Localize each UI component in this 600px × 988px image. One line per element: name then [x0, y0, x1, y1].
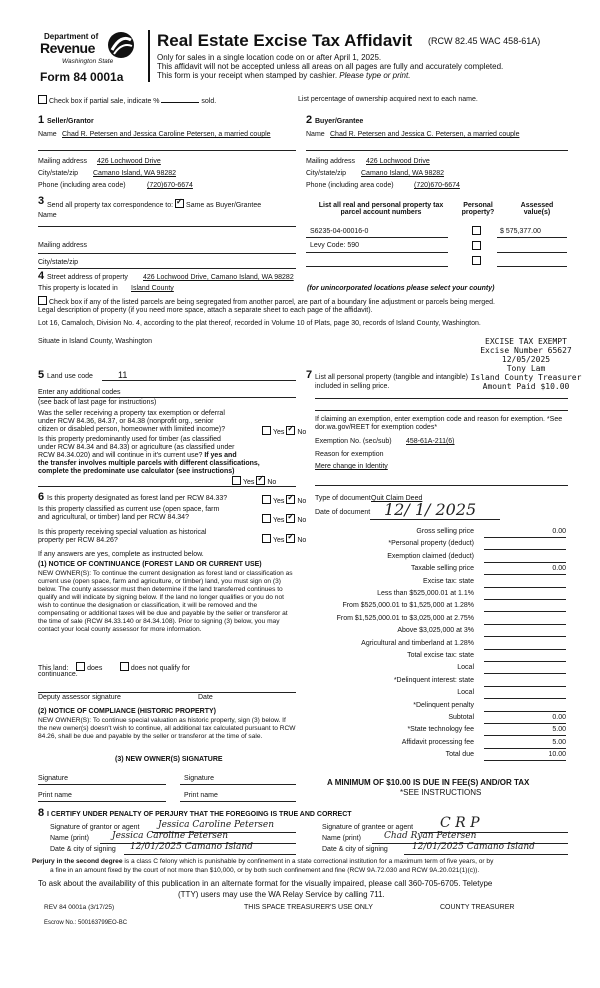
section-4-number: 4 — [38, 270, 45, 282]
corr-city-label: City/state/zip — [38, 259, 79, 266]
seller-mail-label: Mailing address — [38, 158, 88, 165]
tax-row-value[interactable]: 0.00 — [484, 528, 566, 538]
continuance-title: (1) NOTICE OF CONTINUANCE (FOREST LAND OR CURRENT USE) — [38, 561, 262, 568]
grantor-signature[interactable]: Jessica Caroline Petersen — [158, 820, 274, 830]
partial-sale-row: Check box if partial sale, indicate % sold. — [38, 95, 216, 105]
section-7-number: 7 — [306, 369, 313, 381]
exemption-no-label: Exemption No. (sec/sub) — [315, 438, 392, 445]
tax-row-value[interactable]: 0.00 — [484, 565, 566, 575]
rev-number: REV 84 0001a (3/17/25) — [44, 904, 115, 911]
seller-name-label: Name — [38, 131, 57, 138]
forest-yes-checkbox[interactable] — [262, 495, 271, 504]
correspondence-row: Send all property tax correspondence to: ✓ Same as Buyer/Grantee — [47, 199, 261, 209]
grantor-name-label: Name (print) — [50, 835, 89, 842]
additional-codes-label: Enter any additional codes — [38, 389, 121, 396]
grantee-signature-label: Signature of grantee or agent — [322, 824, 414, 831]
tax-row-value[interactable] — [484, 553, 566, 563]
same-as-buyer-checkbox[interactable] — [175, 199, 184, 208]
tax-row-label: Above $3,025,000 at 3% — [397, 627, 474, 634]
tax-row-label: Total due — [445, 751, 474, 758]
new-owner-print-label-1: Print name — [38, 792, 72, 799]
tax-row-label: Exemption claimed (deduct) — [387, 553, 474, 560]
county-treasurer-label: COUNTY TREASURER — [440, 904, 515, 911]
section-1-number: 1 — [38, 114, 45, 126]
see-instructions-note: *SEE INSTRUCTIONS — [400, 788, 482, 797]
tax-row-value[interactable]: 5.00 — [484, 726, 566, 736]
tax-row-label: Local — [457, 689, 474, 696]
tax-row-label: Excise tax: state — [423, 578, 474, 585]
tax-row-value[interactable] — [484, 602, 566, 612]
land-use-code[interactable]: 11 — [118, 370, 128, 380]
buyer-phone-field[interactable]: (720)670-6674 — [414, 182, 460, 189]
legal-desc-label: Legal description of property (if you need more space, attach a separate sheet to each page of the affidavit). — [38, 307, 373, 314]
tax-row-value[interactable] — [484, 677, 566, 687]
forest-no-checkbox[interactable] — [286, 495, 295, 504]
grantor-name[interactable]: Jessica Caroline Petersen — [112, 831, 228, 841]
revenue-logo-text: Revenue — [40, 40, 95, 56]
seller-phone-label: Phone (including area code) — [38, 182, 126, 189]
tax-row-value[interactable] — [484, 590, 566, 600]
header-sub3: This form is your receipt when stamped by cashier. Please type or print. — [157, 71, 411, 80]
tax-row-label: *Personal property (deduct) — [388, 540, 474, 547]
exemption-yes-checkbox[interactable] — [262, 426, 271, 435]
buyer-city-field[interactable]: Camano Island, WA 98282 — [361, 170, 445, 177]
header-sub2: This affidavit will not be accepted unless all areas on all pages are fully and accurately completed. — [157, 62, 504, 71]
tax-row-value[interactable] — [484, 615, 566, 625]
tax-row-label: From $1,525,000.01 to $3,025,000 at 2.75% — [336, 615, 474, 622]
historic-question: Is this property receiving special valuation as historical property per RCW 84.26? — [38, 529, 207, 544]
escrow-number: Escrow No.: 500163799EO-BC — [44, 920, 128, 926]
tax-row-value[interactable] — [484, 627, 566, 637]
new-owner-sig-label-2: Signature — [184, 775, 214, 782]
compliance-text: NEW OWNER(S): To continue special valuation as historic property, sign (3) below. If the new owner(s) doesn't wish to continue, all additional tax calculated pursuant to RCW 84.26, shall be due and payable by the seller or transferor at the time of sale. — [38, 717, 296, 740]
ownership-note: List percentage of ownership acquired next to each name. — [298, 96, 478, 103]
personal-property-checkbox-1[interactable] — [472, 226, 481, 235]
deputy-signature-label: Deputy assessor signature — [38, 694, 121, 701]
does-not-qualify-checkbox[interactable] — [120, 662, 129, 671]
seller-phone-field[interactable]: (720)670-6674 — [147, 182, 193, 189]
exemption-no-checkbox[interactable] — [286, 426, 295, 435]
tax-row-label: *Delinquent penalty — [413, 702, 474, 709]
tax-row-label: *State technology fee — [407, 726, 474, 733]
tax-row-value[interactable] — [484, 652, 566, 662]
seller-city-field[interactable]: Camano Island, WA 98282 — [93, 170, 177, 177]
timber-yes-no: Yes ✓ No — [232, 476, 276, 486]
tax-row-label: Local — [457, 664, 474, 671]
new-owner-print-label-2: Print name — [184, 792, 218, 799]
seller-city-label: City/state/zip — [38, 170, 79, 177]
doc-date-field[interactable]: 12/ 1/ 2025 — [384, 500, 477, 519]
header-divider — [148, 30, 150, 82]
grantee-name[interactable]: Chad Ryan Petersen — [384, 831, 477, 841]
tax-row-value[interactable] — [484, 664, 566, 674]
historic-yes-checkbox[interactable] — [262, 534, 271, 543]
see-last-page: (see back of last page for instructions) — [38, 399, 157, 406]
street-address-field[interactable]: 426 Lochwood Drive, Camano Island, WA 98282 — [143, 274, 294, 281]
doc-type-label: Type of document — [315, 495, 371, 502]
buyer-mail-label: Mailing address — [306, 158, 356, 165]
tax-row-label: Total excise tax: state — [407, 652, 474, 659]
tax-row-label: From $525,000.01 to $1,525,000 at 1.28% — [342, 602, 474, 609]
personal-property-checkbox-3[interactable] — [472, 256, 481, 265]
corr-mail-label: Mailing address — [38, 242, 88, 249]
section-8-number: 8 — [38, 807, 45, 819]
timber-question: Is this property predominantly used for timber (as classified under RCW 84.34 and 84.33) or agriculture (as classified under RCW 84.34.020) and will continue in it's current use? If yes and the transfer involves multiple parcels with different classifications, complete the predominate use calculator (see instructions) — [38, 436, 260, 475]
current-use-question: Is this property classified as current use (open space, farm and agricultural, or timber) land per RCW 84.34? — [38, 506, 220, 521]
current-use-no-checkbox[interactable] — [286, 514, 295, 523]
land-use-label: Land use code — [47, 373, 93, 380]
seller-heading: Seller/Grantor — [47, 118, 94, 125]
dept-label: Department of — [44, 32, 99, 41]
assessed-col-header: Assessed value(s) — [520, 202, 554, 216]
grantor-date-city[interactable]: 12/01/2025 Camano Island — [130, 842, 253, 852]
tax-row-label: Taxable selling price — [410, 565, 474, 572]
tax-row-label: Gross selling price — [416, 528, 474, 535]
personal-property-checkbox-2[interactable] — [472, 241, 481, 250]
perjury-line-2: a fine in an amount fixed by the court of not more than $10,000, or by both such confinement and fine (RCW 9A.72.030 and RCW 9A.20.021(1)(c)). — [50, 867, 480, 874]
seller-name-field[interactable]: Chad R. Petersen and Jessica Caroline Petersen, a married couple — [62, 131, 271, 138]
tax-row-value[interactable]: 5.00 — [484, 739, 566, 749]
dor-logo-icon — [104, 30, 138, 60]
buyer-mail-field[interactable]: 426 Lochwood Drive — [366, 158, 430, 165]
parcel-number[interactable]: S6235-04-00016-0 — [310, 228, 369, 235]
legal-description[interactable]: Lot 16, Camaloch, Division No. 4, according to the plat thereof, recorded in Volume 10 of Plats, page 30, records of Island County, Washington. — [38, 320, 481, 327]
seller-mail-field[interactable]: 426 Lochwood Drive — [97, 158, 161, 165]
treasurer-stamp: EXCISE TAX EXEMPT Excise Number 65627 12/05/2025 Tony Lam Island County Treasurer Amount Paid $10.00 — [470, 337, 582, 391]
compliance-title: (2) NOTICE OF COMPLIANCE (HISTORIC PROPERTY) — [38, 708, 216, 715]
reason-label: Reason for exemption — [315, 451, 384, 458]
new-owner-signature-title: (3) NEW OWNER(S) SIGNATURE — [115, 756, 223, 763]
assessed-value[interactable]: $ 575,377.00 — [500, 228, 541, 235]
section-6-number: 6 — [38, 491, 45, 503]
tax-row-value[interactable] — [484, 689, 566, 699]
treasurer-use-only: THIS SPACE TREASURER'S USE ONLY — [244, 904, 373, 911]
tax-row-value[interactable] — [484, 640, 566, 650]
grantee-signature[interactable]: C R P — [440, 815, 480, 831]
historic-no-checkbox[interactable] — [286, 534, 295, 543]
timber-yes-checkbox[interactable] — [232, 476, 241, 485]
doc-date-label: Date of document — [315, 509, 371, 516]
does-qualify-checkbox[interactable] — [76, 662, 85, 671]
situate-text: Situate in Island County, Washington — [38, 338, 153, 345]
personal-property-label: List all personal property (tangible and intangible) included in selling price. — [315, 374, 468, 390]
buyer-phone-label: Phone (including area code) — [306, 182, 394, 189]
forest-question: Is this property designated as forest land per RCW 84.33? — [47, 495, 228, 502]
tax-row-value[interactable] — [484, 702, 566, 712]
new-owner-sig-label-1: Signature — [38, 775, 68, 782]
tax-row-value[interactable] — [484, 540, 566, 550]
alt-format-line-2: (TTY) users may use the WA Relay Service by calling 711. — [178, 890, 385, 899]
unincorporated-note: (for unincorporated locations please select your county) — [307, 285, 495, 292]
located-label: This property is located in — [38, 285, 118, 292]
historic-yes-no: Yes ✓ No — [262, 534, 306, 544]
form-number: Form 84 0001a — [40, 70, 124, 84]
partial-sale-checkbox[interactable] — [38, 95, 47, 104]
claim-exemption-text: If claiming an exemption, enter exemption code and reason for exemption. *See dor.wa.gov/REET for exemption codes* — [315, 416, 563, 431]
grantor-signature-label: Signature of grantor or agent — [50, 824, 140, 831]
corr-name-label: Name — [38, 212, 57, 219]
tax-row-value[interactable] — [484, 578, 566, 588]
tax-row-label: Less than $525,000.01 at 1.1% — [377, 590, 474, 597]
exemption-yes-no: Yes ✓ No — [262, 426, 306, 436]
section-5-number: 5 — [38, 369, 45, 381]
header-sub1: Only for sales in a single location code on or after April 1, 2025. — [157, 53, 382, 62]
section-2-number: 2 — [306, 114, 313, 126]
segregated-row: Check box if any of the listed parcels are being segregated from another parcel, are part of a boundary line adjustment or parcels being merged. — [38, 296, 495, 306]
current-use-yes-checkbox[interactable] — [262, 514, 271, 523]
tax-row-label: Affidavit processing fee — [401, 739, 474, 746]
grantee-date-label: Date & city of signing — [322, 846, 388, 853]
county-field[interactable]: Island County — [131, 285, 174, 292]
tax-row-value[interactable]: 10.00 — [484, 751, 566, 761]
rcw-reference: (RCW 82.45 WAC 458-61A) — [428, 36, 541, 46]
perjury-line-1: Perjury in the second degree is a class C felony which is punishable by confinement in a state correctional institution for a maximum term of five years, or by — [32, 858, 494, 865]
timber-no-checkbox[interactable] — [256, 476, 265, 485]
parcel-col-header: List all real and personal property tax parcel account numbers — [318, 202, 444, 216]
buyer-name-field[interactable]: Chad R. Petersen and Jessica C. Petersen, a married couple — [330, 131, 520, 138]
reason-field[interactable]: Mere change in Identity — [315, 463, 388, 470]
certify-title: I CERTIFY UNDER PENALTY OF PERJURY THAT THE FOREGOING IS TRUE AND CORRECT — [47, 811, 352, 818]
if-any-yes-note: If any answers are yes, complete as instructed below. — [38, 551, 204, 558]
tax-row-label: Subtotal — [448, 714, 474, 721]
grantee-date-city[interactable]: 12/01/2025 Camano Island — [412, 842, 535, 852]
personal-col-header: Personal property? — [461, 202, 495, 216]
minimum-due-note: A MINIMUM OF $10.00 IS DUE IN FEE(S) AND/OR TAX — [327, 778, 530, 787]
form-title: Real Estate Excise Tax Affidavit — [157, 31, 413, 50]
grantee-name-label: Name (print) — [322, 835, 361, 842]
grantor-date-label: Date & city of signing — [50, 846, 116, 853]
street-address-label: Street address of property — [47, 274, 128, 281]
exemption-no-field[interactable]: 458-61A-211(6) — [406, 438, 455, 445]
buyer-heading: Buyer/Grantee — [315, 118, 364, 125]
forest-yes-no: Yes ✓ No — [262, 495, 306, 505]
segregated-checkbox[interactable] — [38, 296, 47, 305]
continuance-word: continuance. — [38, 671, 78, 678]
tax-row-value[interactable]: 0.00 — [484, 714, 566, 724]
buyer-city-label: City/state/zip — [306, 170, 347, 177]
tax-row-label: Agricultural and timberland at 1.28% — [361, 640, 474, 647]
deputy-date-label: Date — [198, 694, 213, 701]
this-land-row: This land: does does not qualify for — [38, 662, 190, 672]
current-use-yes-no: Yes ✓ No — [262, 514, 306, 524]
levy-code[interactable]: Levy Code: 590 — [310, 242, 360, 249]
continuance-text: NEW OWNER(S): To continue the current designation as forest land or classification as current use (open space, farm and agriculture, or timber) land, you must sign on (3) below. The county assessor must then determine if the land transferred continues to qualify and will indicate by signing below. If the land no longer qualifies or you do not wish to continue the designation or classification, it will be removed and the compensating or additional taxes will be due and payable by the seller or transferor at the time of sale (RCW 84.33.140 or 84.34.108). Prior to signing (3) below, you may contact your local county assessor for more information. — [38, 570, 293, 633]
section-3-number: 3 — [38, 195, 45, 207]
doc-type-field[interactable]: Quit Claim Deed — [371, 495, 423, 502]
exemption-question: Was the seller receiving a property tax exemption or deferral under RCW 84.36, 84.37, or 84.38 (nonprofit org., senior citizen or disabled person, homeowner with limited income)? — [38, 410, 226, 433]
alt-format-line-1: To ask about the availability of this publication in an alternate format for the visually impaired, please call 360-705-6705. Teletype — [38, 879, 493, 888]
state-label: Washington State — [62, 58, 114, 65]
buyer-name-label: Name — [306, 131, 325, 138]
tax-row-label: *Delinquent interest: state — [393, 677, 474, 684]
